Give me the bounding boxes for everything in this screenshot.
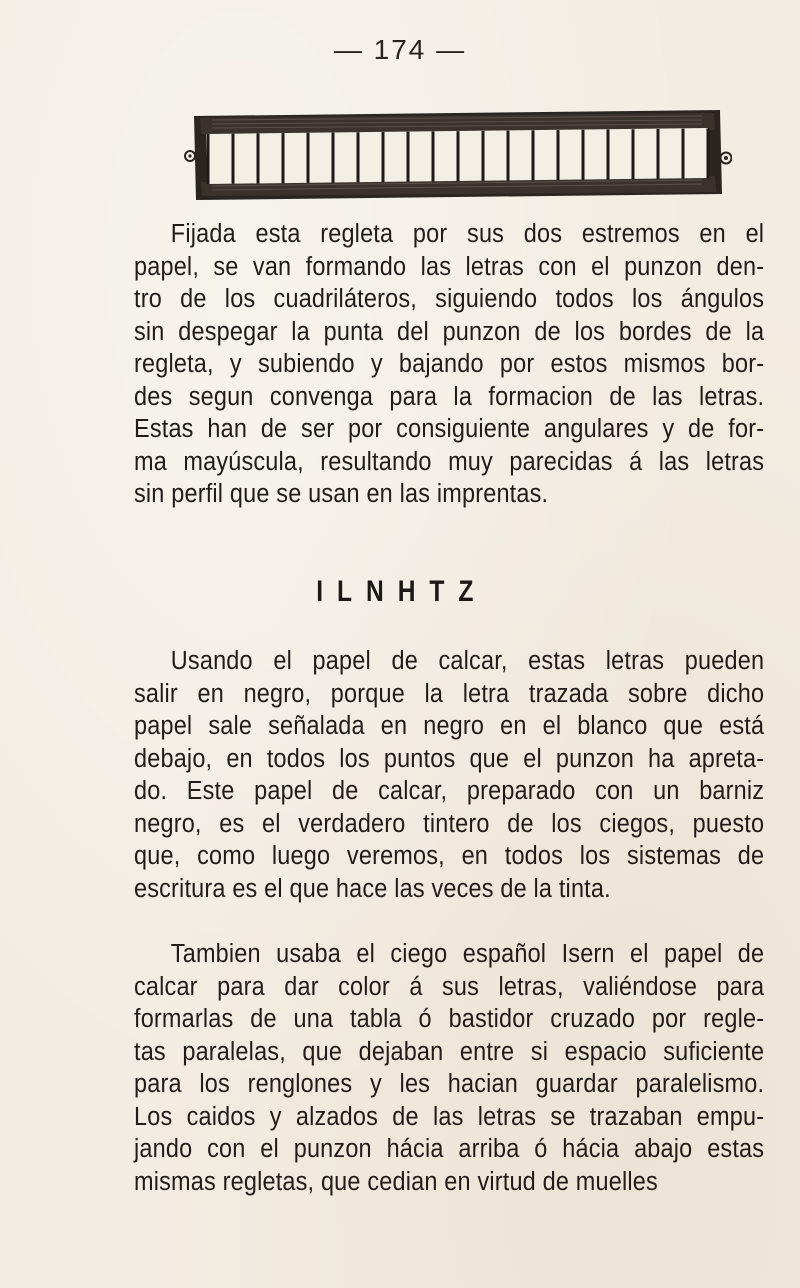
text-line: sin despegar la punta del punzon de los bordes de la	[134, 317, 765, 346]
text-line: mismas regletas, que cedian en virtud de muelles	[134, 1167, 658, 1196]
text-line: Fijada esta regleta por sus dos estremos en el	[170, 220, 765, 248]
page-number: — 174 —	[333, 34, 467, 65]
text-line: sin perfil que se usan en las imprentas.	[134, 480, 549, 508]
text-line: tas paralelas, que dejaban entre si espacio suficiente	[134, 1037, 765, 1066]
text-line: formarlas de una tabla ó bastidor cruzado por regle-	[134, 1005, 765, 1033]
text-line: Usando el papel de calcar, estas letras pueden	[170, 647, 765, 675]
text-line: regleta, y subiendo y bajando por estos mismos bor-	[134, 350, 765, 378]
regleta-drawing	[182, 108, 732, 206]
text-line: escritura es el que hace las veces de la tinta.	[134, 874, 611, 903]
text-line: papel, se van formando las letras con el punzon den-	[134, 252, 765, 281]
text-line: salir en negro, porque la letra trazada sobre dicho	[134, 679, 765, 708]
text-line: Estas han de ser por consiguiente angulares y de for-	[134, 415, 765, 443]
text-line: do. Este papel de calcar, preparado con un barniz	[134, 777, 765, 805]
sample-letters: ILNHTZ	[316, 575, 488, 608]
text-line: Tambien usaba el ciego español Isern el papel de	[170, 940, 765, 968]
text-line: que, como luego veremos, en todos los sistemas de	[134, 842, 765, 870]
text-line: para los renglones y les hacian guardar paralelismo.	[134, 1070, 765, 1098]
paragraph-2	[134, 645, 765, 905]
regleta-illustration	[182, 108, 732, 206]
text-line: negro, es el verdadero tintero de los ciegos, puesto	[134, 809, 765, 838]
text-line: tro de los cuadriláteros, siguiendo todos los ángulos	[134, 285, 765, 313]
paragraph-3	[134, 938, 765, 1198]
text-line: debajo, en todos los puntos que el punzon ha apreta-	[134, 744, 765, 773]
text-line: ma mayúscula, resultando muy parecidas á las letras	[134, 447, 765, 476]
text-line: papel sale señalada en negro en el blanco que está	[134, 712, 765, 740]
text-line: calcar para dar color á sus letras, valiéndose para	[134, 972, 765, 1001]
text-line: jando con el punzon hácia arriba ó hácia abajo estas	[134, 1135, 765, 1163]
text-line: des segun convenga para la formacion de las letras.	[134, 382, 765, 411]
paragraph-1	[134, 218, 765, 511]
text-line: Los caidos y alzados de las letras se trazaban empu-	[134, 1102, 765, 1131]
